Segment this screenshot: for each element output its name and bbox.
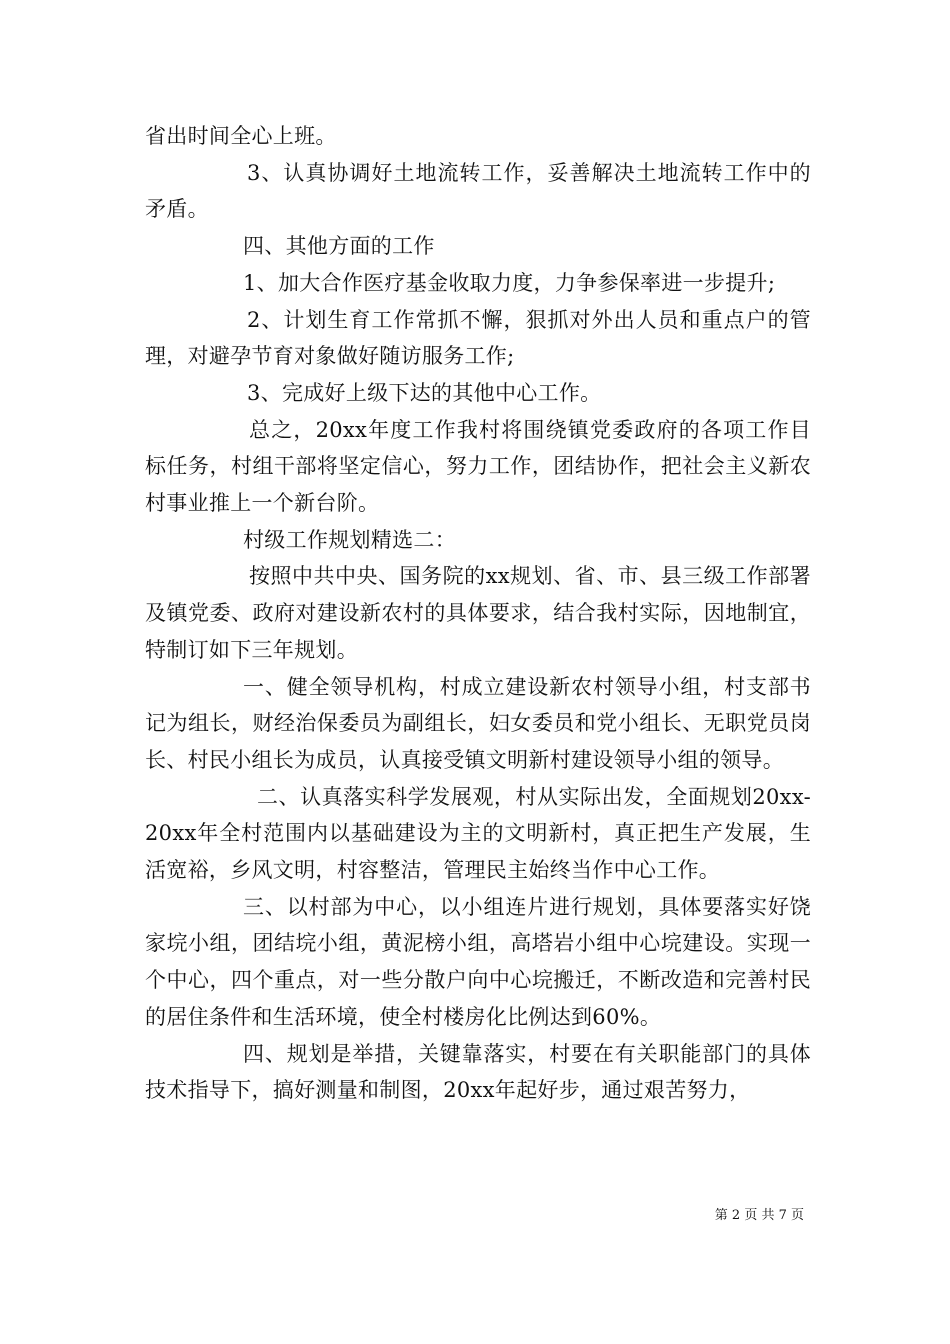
page-number-footer: 第 2 页 共 7 页 [714, 1208, 804, 1223]
paragraph-summary: 总之，20xx年度工作我村将围绕镇党委政府的各项工作目标任务，村组干部将坚定信心，努力工作，团结协作，把社会主义新农村事业推上一个新台阶。 [145, 417, 811, 516]
paragraph-intro: 按照中共中央、国务院的xx规划、省、市、县三级工作部署及镇党委、政府对建设新农村的具体要求，结合我村实际，因地制宜，特制订如下三年规划。 [145, 564, 811, 662]
paragraph-section-two: 二、认真落实科学发展观，村从实际出发，全面规划20xx-20xx年全村范围内以基础建设为主的文明新村，真正把生产发展，生活宽裕，乡风文明，村容整洁，管理民主始终当作中心工作。 [145, 784, 811, 883]
paragraph-section-three: 三、以村部为中心，以小组连片进行规划，具体要落实好饶家垸小组，团结垸小组，黄泥榜小组，高塔岩小组中心垸建设。实现一个中心，四个重点，对一些分散户向中心垸搬迁，不断改造和完善村民的居住条件和生活环境，使全村楼房化比例达到60%。 [145, 894, 811, 1029]
paragraph-section-one: 一、健全领导机构，村成立建设新农村领导小组，村支部书记为组长，财经治保委员为副组长，妇女委员和党小组长、无职党员岗长、村民小组长为成员，认真接受镇文明新村建设领导小组的领导。 [145, 674, 811, 772]
paragraph-item-2: 2、计划生育工作常抓不懈，狠抓对外出人员和重点户的管理，对避孕节育对象做好随访服务工作; [145, 307, 811, 369]
paragraph-item-1: 1、加大合作医疗基金收取力度，力争参保率进一步提升; [243, 270, 776, 295]
paragraph-item-3b: 3、完成好上级下达的其他中心工作。 [247, 380, 602, 405]
document-body [145, 118, 811, 1109]
section-heading-plan-two: 村级工作规划精选二： [243, 527, 456, 552]
paragraph-continuation: 省出时间全心上班。 [145, 124, 337, 148]
paragraph-section-four: 四、规划是举措，关键靠落实，村要在有关职能部门的具体技术指导下，搞好测量和制图，20xx年起好步，通过艰苦努力， [145, 1041, 811, 1103]
section-heading-other-work: 四、其他方面的工作 [243, 234, 435, 259]
paragraph-item-3: 3、认真协调好土地流转工作，妥善解决土地流转工作中的矛盾。 [145, 160, 811, 222]
